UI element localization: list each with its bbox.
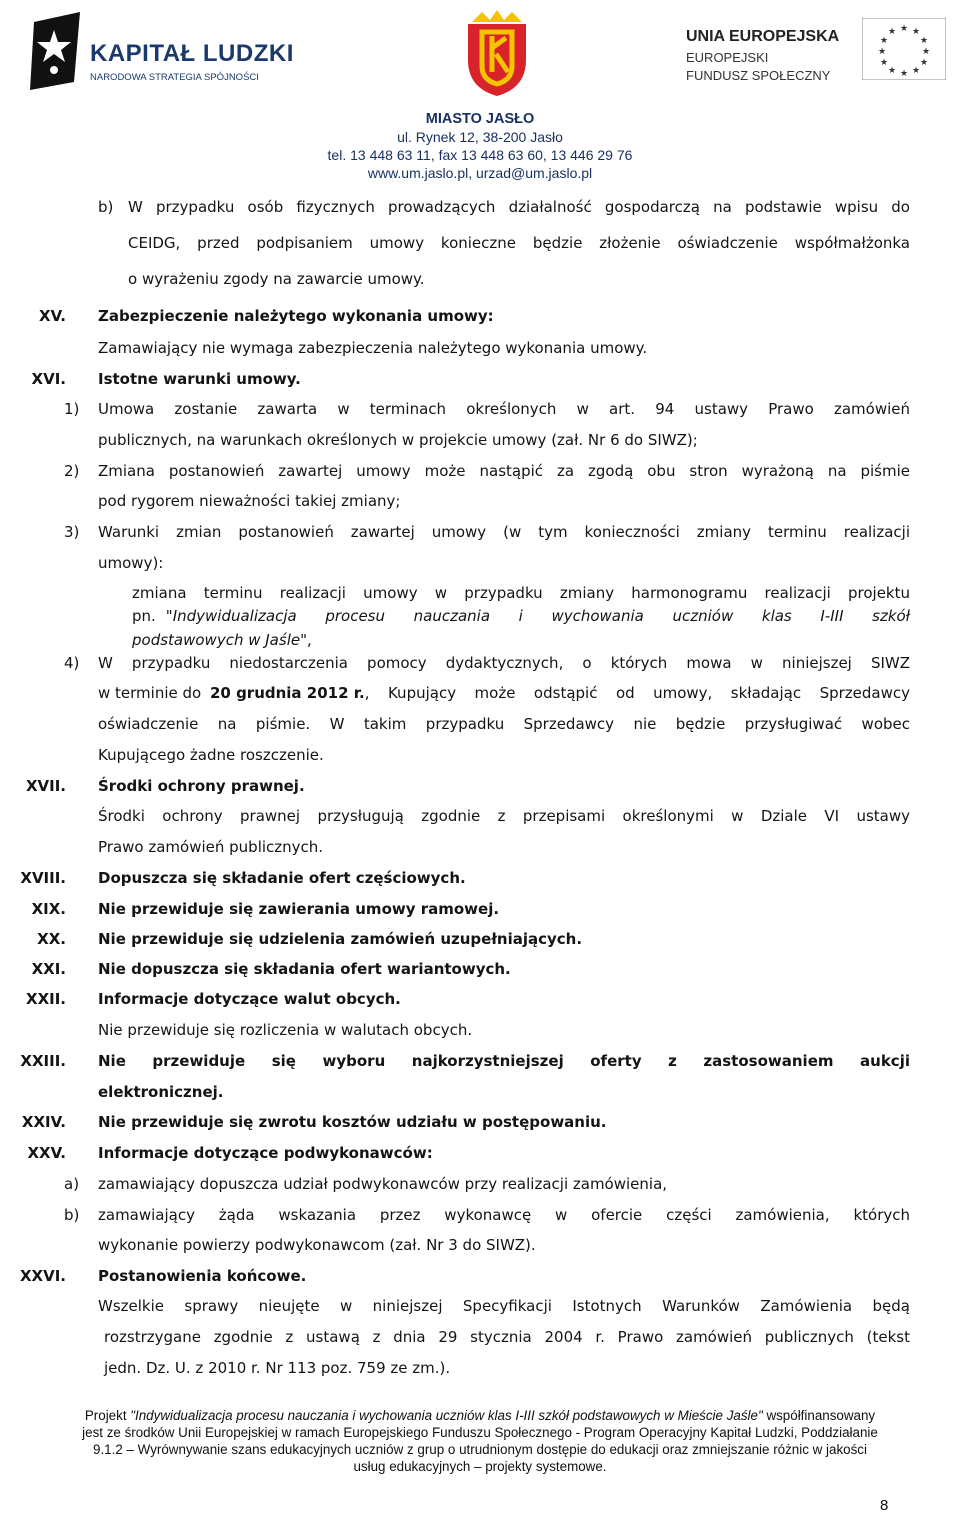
section-xxvi-number: XXVI. — [19, 1267, 66, 1285]
svg-text:★: ★ — [887, 66, 897, 76]
footer-line-2: jest ze środków Unii Europejskiej w ramach Europejskiego Funduszu Społecznego - Program Operacyjny Kapitał Ludzki, Poddziałanie — [82, 1425, 878, 1440]
section-xviii-number: XVIII. — [20, 869, 66, 887]
svg-text:★: ★ — [877, 47, 887, 57]
section-xviii-title: Dopuszcza się składanie ofert częściowych. — [98, 869, 466, 887]
kapital-ludzki-subtitle: NARODOWA STRATEGIA SPÓJNOŚCI — [90, 72, 259, 83]
section-xv-number: XV. — [39, 307, 66, 325]
page-number: 8 — [880, 1497, 889, 1514]
xxv-item-a-text: zamawiający dopuszcza udział podwykonawców przy realizacji zamówienia, — [98, 1175, 668, 1193]
section-xxvi-line-1: Wszelkie sprawy nieujęte w niniejszej Specyfikacji Istotnych Warunków Zamówienia będą — [98, 1297, 910, 1315]
xxv-item-b-line-2: wykonanie powierzy podwykonawcom (zał. Nr 3 do SIWZ). — [98, 1236, 536, 1254]
xvi-item-4-pre: w terminie do — [98, 684, 206, 702]
section-xvii-line-2: Prawo zamówień publicznych. — [98, 838, 324, 856]
xvi-subitem-comma: , — [306, 631, 312, 649]
xvi-subitem-line-1: zmiana terminu realizacji umowy w przypadku zmiany harmonogramu realizacji projektu — [132, 584, 910, 602]
xvi-item-3-label: 3) — [64, 523, 80, 541]
kapital-ludzki-title: KAPITAŁ LUDZKI — [90, 40, 294, 67]
section-xxiv-number: XXIV. — [21, 1113, 66, 1131]
section-xvii-line-1: Środki ochrony prawnej przysługują zgodnie z przepisami określonymi w Dziale VI ustawy — [98, 807, 910, 825]
section-xv-text: Zamawiający nie wymaga zabezpieczenia należytego wykonania umowy. — [98, 339, 648, 357]
item-b-line-1: W przypadku osób fizycznych prowadzących działalność gospodarczą na podstawie wpisu do — [128, 198, 910, 216]
header-city-name: MIASTO JASŁO — [425, 111, 535, 127]
coat-of-arms-icon — [462, 8, 532, 98]
item-b-line-3: o wyrażeniu zgody na zawarcie umowy. — [128, 270, 425, 288]
item-b-label: b) — [98, 198, 114, 216]
xvi-item-1-line-1: Umowa zostanie zawarta w terminach określonych w art. 94 ustawy Prawo zamówień — [98, 400, 910, 418]
section-xxii-text: Nie przewiduje się rozliczenia w walutach obcych. — [98, 1021, 473, 1039]
header-web-email: www.um.jaslo.pl, urzad@um.jaslo.pl — [367, 165, 593, 181]
section-xix-number: XIX. — [31, 900, 66, 918]
section-xxv-title: Informacje dotyczące podwykonawców: — [98, 1144, 433, 1162]
footer-line-4: usług edukacyjnych – projekty systemowe. — [353, 1459, 607, 1474]
svg-text:★: ★ — [899, 24, 909, 34]
section-xxiii-line-1: Nie przewiduje się wyboru najkorzystniejszej oferty z zastosowaniem aukcji — [98, 1052, 910, 1070]
section-xvii-number: XVII. — [25, 777, 66, 795]
xvi-subitem-prefix: pn. — [132, 607, 156, 625]
footer-line-3: 9.1.2 – Wyrównywanie szans edukacyjnych uczniów z grup o utrudnionym dostępie do edukacji oraz zmniejszanie różnic w jakości — [93, 1442, 867, 1457]
kapital-ludzki-logo — [30, 10, 300, 95]
svg-text:★: ★ — [911, 27, 921, 37]
section-xx-number: XX. — [37, 930, 66, 948]
eu-social-fund-logo — [686, 12, 946, 92]
xvi-item-3-line-1: Warunki zmian postanowień zawartej umowy (w tym konieczności zmiany terminu realizacji — [98, 523, 910, 541]
eu-logo-title: UNIA EUROPEJSKA — [686, 28, 840, 45]
xvi-subitem-project-title: "Indywidualizacja procesu nauczania i wychowania uczniów klas I-III szkół — [165, 607, 910, 625]
eu-logo-line3: FUNDUSZ SPOŁECZNY — [686, 68, 831, 83]
svg-text:★: ★ — [899, 69, 909, 79]
svg-text:★: ★ — [919, 58, 929, 68]
section-xxii-title: Informacje dotyczące walut obcych. — [98, 990, 401, 1008]
svg-text:★: ★ — [911, 66, 921, 76]
footer-line-1 — [0, 1407, 960, 1424]
xxv-item-a-label: a) — [64, 1175, 80, 1193]
xvi-subitem-line-3 — [132, 629, 312, 651]
section-xxiv-title: Nie przewiduje się zwrotu kosztów udziału w postępowaniu. — [98, 1113, 607, 1131]
kapital-ludzki-star-icon — [30, 12, 88, 92]
eu-logo-line2: EUROPEJSKI — [686, 50, 769, 65]
section-xxii-number: XXII. — [26, 990, 66, 1008]
section-xv-title: Zabezpieczenie należytego wykonania umowy: — [98, 307, 494, 325]
xvi-item-2-line-2: pod rygorem nieważności takiej zmiany; — [98, 492, 401, 510]
section-xvii-title: Środki ochrony prawnej. — [98, 777, 305, 795]
header-address: ul. Rynek 12, 38-200 Jasło — [397, 129, 563, 145]
xvi-item-4-line-1: W przypadku niedostarczenia pomocy dydaktycznych, o których mowa w niniejszej SIWZ — [98, 654, 910, 672]
svg-text:★: ★ — [879, 36, 889, 46]
xvi-item-2-line-1: Zmiana postanowień zawartej umowy może nastąpić za zgodą obu stron wyrażoną na piśmie — [98, 462, 910, 480]
xvi-subitem-line-2 — [132, 605, 910, 627]
xxv-item-b-label: b) — [64, 1206, 80, 1224]
svg-text:★: ★ — [879, 58, 889, 68]
xvi-item-1-line-2: publicznych, na warunkach określonych w projekcie umowy (zał. Nr 6 do SIWZ); — [98, 431, 698, 449]
xvi-item-4-label: 4) — [64, 654, 80, 672]
header-phone: tel. 13 448 63 11, fax 13 448 63 60, 13 446 29 76 — [327, 147, 633, 163]
section-xxiii-line-2: elektronicznej. — [98, 1083, 224, 1101]
svg-text:★: ★ — [921, 47, 931, 57]
section-xvi-title: Istotne warunki umowy. — [98, 370, 301, 388]
svg-text:★: ★ — [919, 36, 929, 46]
jaslo-coat-of-arms-logo — [462, 8, 532, 98]
xvi-item-1-label: 1) — [64, 400, 80, 418]
section-xxv-number: XXV. — [27, 1144, 66, 1162]
xvi-item-4-line-2 — [98, 682, 910, 704]
svg-text:★: ★ — [887, 27, 897, 37]
footer-project-title: "Indywidualizacja procesu nauczania i wychowania uczniów klas I-III szkół podstawowych w Mieście Jaśle" — [130, 1408, 763, 1423]
xvi-subitem-project-title-end: podstawowych w Jaśle" — [132, 631, 307, 649]
xvi-item-2-label: 2) — [64, 462, 80, 480]
item-b-line-2: CEIDG, przed podpisaniem umowy konieczne będzie złożenie oświadczenie współmałżonka — [128, 234, 910, 252]
section-xxvi-line-3: jedn. Dz. U. z 2010 r. Nr 113 poz. 759 ze zm.). — [104, 1359, 451, 1377]
section-xx-title: Nie przewiduje się udzielenia zamówień uzupełniających. — [98, 930, 583, 948]
section-xvi-number: XVI. — [31, 370, 66, 388]
xxv-item-b-line-1: zamawiający żąda wskazania przez wykonawcę w ofercie części zamówienia, których — [98, 1206, 910, 1224]
xvi-item-4-line-4: Kupującego żadne roszczenie. — [98, 746, 324, 764]
section-xxi-title: Nie dopuszcza się składania ofert wariantowych. — [98, 960, 511, 978]
xvi-item-4-line-3: oświadczenie na piśmie. W takim przypadku Sprzedawcy nie będzie przysługiwać wobec — [98, 715, 910, 733]
section-xix-title: Nie przewiduje się zawierania umowy ramowej. — [98, 900, 500, 918]
xvi-item-4-deadline: 20 grudnia 2012 r. — [209, 684, 365, 702]
xvi-item-4-post: , Kupujący może odstąpić od umowy, składając Sprzedawcy — [364, 684, 910, 702]
section-xxvi-line-2: rozstrzygane zgodnie z ustawą z dnia 29 stycznia 2004 r. Prawo zamówień publicznych (tekst — [104, 1328, 910, 1346]
section-xxi-number: XXI. — [31, 960, 66, 978]
eu-stars-flag-icon — [862, 18, 946, 80]
xvi-item-3-line-2: umowy): — [98, 554, 164, 572]
section-xxvi-title: Postanowienia końcowe. — [98, 1267, 307, 1285]
footer-project-prefix: Projekt — [84, 1408, 131, 1423]
section-xxiii-number: XXIII. — [20, 1052, 66, 1070]
footer-cofinanced: współfinansowany — [762, 1408, 876, 1423]
